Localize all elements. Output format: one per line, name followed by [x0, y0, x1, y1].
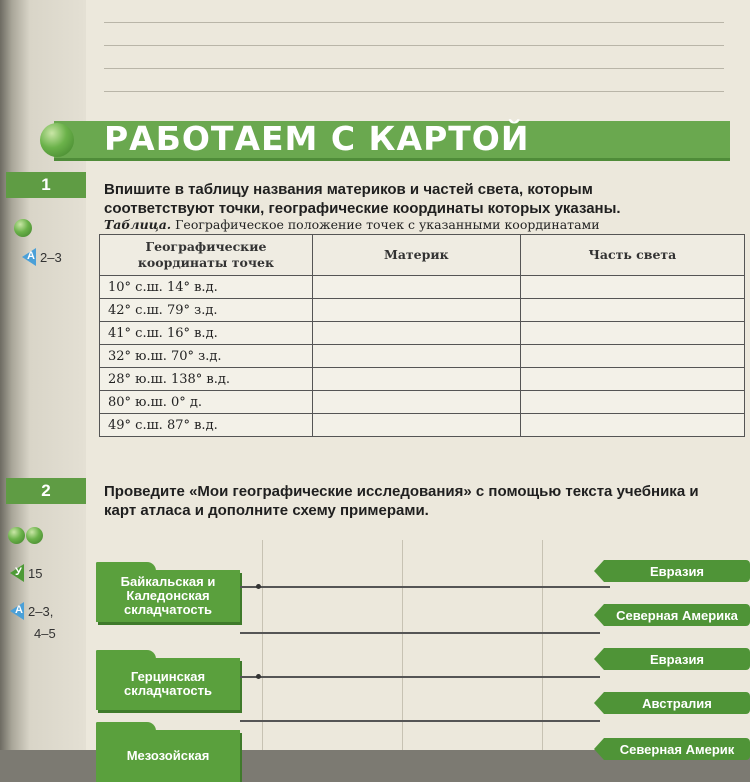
- continent-input-cell[interactable]: [312, 345, 520, 368]
- table-row: [100, 414, 745, 437]
- table-row: [100, 345, 745, 368]
- folder-mesozoic: Мезозойская: [96, 730, 240, 782]
- part-of-world-input-cell[interactable]: [520, 299, 744, 322]
- table-row: [100, 391, 745, 414]
- part-of-world-input-cell[interactable]: [520, 276, 744, 299]
- continent-input-cell[interactable]: [312, 368, 520, 391]
- atlas-pages: 2–3,: [28, 603, 54, 619]
- table-row: [100, 368, 745, 391]
- coordinates-cell: 41° с.ш. 16° в.д.: [100, 322, 313, 345]
- folding-scheme: [0, 540, 750, 763]
- section-title: РАБОТАЕМ С КАРТОЙ: [104, 119, 530, 158]
- scheme-line: [240, 586, 610, 588]
- difficulty-dot-icon: [14, 219, 32, 237]
- task-number-1: 1: [6, 172, 86, 198]
- scheme-line: [240, 720, 600, 722]
- tag-australia: Австралия: [604, 692, 750, 714]
- textbook-pages: 15: [28, 565, 43, 581]
- coordinates-cell: 28° ю.ш. 138° в.д.: [100, 368, 313, 391]
- folder-baikal-caledonian: Байкальская и Каледонская складчатость: [96, 570, 240, 622]
- table-row: [100, 299, 745, 322]
- table-row: [100, 276, 745, 299]
- task-1-text: Впишите в таблицу названия материков и частей света, которым соответствуют точки, географические координаты которых указаны.: [104, 181, 621, 217]
- coordinates-cell: 32° ю.ш. 70° з.д.: [100, 345, 313, 368]
- table-row: [100, 322, 745, 345]
- continent-input-cell[interactable]: [312, 299, 520, 322]
- part-of-world-input-cell[interactable]: [520, 414, 744, 437]
- atlas-reference: [22, 248, 62, 266]
- atlas-pages-continued: 4–5: [34, 626, 56, 641]
- continent-input-cell[interactable]: [312, 414, 520, 437]
- scheme-line: [240, 676, 600, 678]
- header-part-of-world: Часть света: [520, 235, 744, 276]
- part-of-world-input-cell[interactable]: [520, 345, 744, 368]
- coordinates-cell: 42° с.ш. 79° з.д.: [100, 299, 313, 322]
- tag-eurasia: Евразия: [604, 560, 750, 582]
- caption-label: Таблица.: [104, 217, 172, 232]
- coordinates-cell: 80° ю.ш. 0° д.: [100, 391, 313, 414]
- atlas-icon: А: [10, 602, 24, 620]
- caption-text: Географическое положение точек с указанными координатами: [171, 217, 600, 232]
- coordinates-cell: 49° с.ш. 87° в.д.: [100, 414, 313, 437]
- coordinates-table: [99, 234, 745, 437]
- part-of-world-input-cell[interactable]: [520, 368, 744, 391]
- textbook-icon: У: [10, 564, 24, 582]
- table-caption: [104, 217, 714, 232]
- green-ball-icon: [40, 123, 74, 157]
- scheme-line: [240, 632, 600, 634]
- continent-input-cell[interactable]: [312, 276, 520, 299]
- atlas-icon: А: [22, 248, 36, 266]
- task-2-text: Проведите «Мои географические исследования» с помощью текста учебника и карт атласа и дополните схему примерами.: [104, 483, 699, 519]
- continent-input-cell[interactable]: [312, 391, 520, 414]
- header-continent: Материк: [312, 235, 520, 276]
- part-of-world-input-cell[interactable]: [520, 391, 744, 414]
- atlas-pages: 2–3: [40, 249, 62, 265]
- tag-north-america: Северная Америка: [604, 604, 750, 626]
- coordinates-cell: 10° с.ш. 14° в.д.: [100, 276, 313, 299]
- tag-north-america: Северная Америк: [604, 738, 750, 760]
- continent-input-cell[interactable]: [312, 322, 520, 345]
- tag-eurasia: Евразия: [604, 648, 750, 670]
- header-coordinates: Географические координаты точек: [100, 235, 313, 276]
- previous-section-lines: [104, 0, 724, 92]
- task-number-2: 2: [6, 478, 86, 504]
- part-of-world-input-cell[interactable]: [520, 322, 744, 345]
- folder-hercynian: Герцинская складчатость: [96, 658, 240, 710]
